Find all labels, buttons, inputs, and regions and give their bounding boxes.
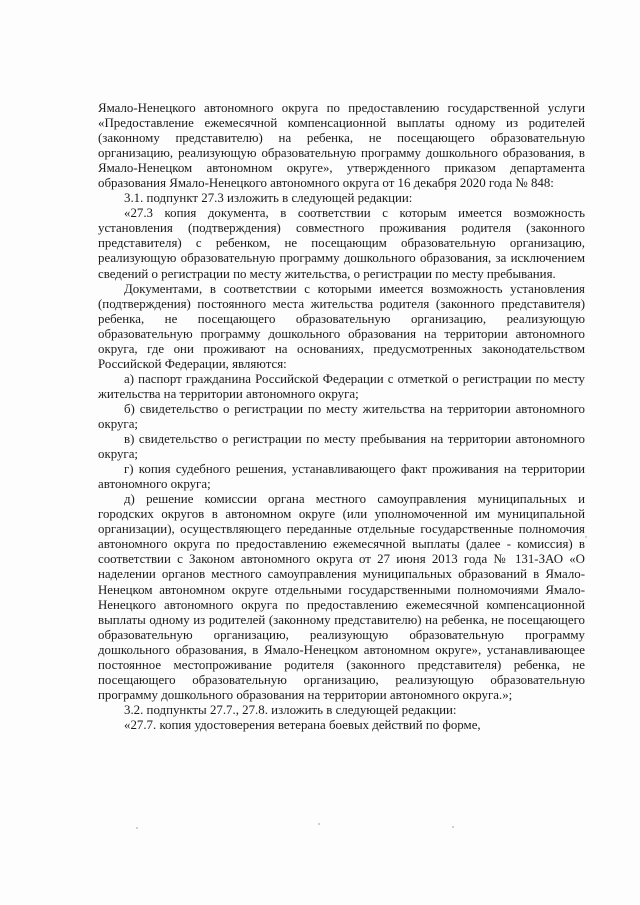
list-item-a: а) паспорт гражданина Российской Федерации с отметкой о регистрации по месту жительства на территории автономного округа; bbox=[98, 371, 585, 401]
paragraph-item-3-1: 3.1. подпункт 27.3 изложить в следующей редакции: bbox=[124, 191, 413, 206]
list-item-v: в) свидетельство о регистрации по месту пребывания на территории автономного округа; bbox=[98, 432, 585, 462]
paragraph-subitem-27-7: «27.7. копия удостоверения ветерана боевых действий по форме, bbox=[124, 717, 481, 732]
list-item-g: г) копия судебного решения, устанавливающего факт проживания на территории автономного округа; bbox=[98, 462, 585, 492]
list-item-b: б) свидетельство о регистрации по месту жительства на территории автономного округа; bbox=[98, 401, 585, 431]
scan-speck bbox=[452, 826, 454, 828]
paragraph-documents-list-intro: Документами, в соответствии с которыми имеется возможность установления (подтверждения) постоянного места жительства родителя (законного представителя) ребенка, не посещающего образовательную организацию, реализующую образовательную программу дошкольного образования на территории автономного округа, где они проживают на основаниях, предусмотренных законодательством Российской Федерации, являются: bbox=[98, 281, 585, 371]
scan-speck bbox=[136, 827, 138, 829]
scan-speck bbox=[318, 823, 320, 825]
paragraph-regulation-title-continuation: Ямало-Ненецкого автономного округа по предоставлению государственной услуги «Предоставление ежемесячной компенсационной выплаты одному из родителей (законному представителю) на ребенка, не посещающего образовательную организацию, реализующую образовательную программу дошкольного образования, в Ямало-Ненецком автономном округе», утвержденного приказом департамента образования Ямало-Ненецкого автономного округа от 16 декабря 2020 года № 848: bbox=[98, 101, 585, 191]
paragraph-item-3-2: 3.2. подпункты 27.7., 27.8. изложить в следующей редакции: bbox=[124, 702, 457, 717]
document-body bbox=[98, 101, 585, 733]
paragraph-subitem-27-3: «27.3 копия документа, в соответствии с которым имеется возможность установления (подтверждения) совместного проживания родителя (законного представителя) с ребенком, не посещающим образовательную организацию, реализующую образовательную программу дошкольного образования, за исключением сведений о регистрации по месту жительства, о регистрации по месту пребывания. bbox=[98, 206, 585, 281]
scan-speck bbox=[585, 536, 587, 538]
list-item-d: д) решение комиссии органа местного самоуправления муниципальных и городских округов в автономном округе (или уполномоченной им муниципальной организации), осуществляющего переданные отдельные государственные полномочия автономного округа по предоставлению ежемесячной выплаты (далее - комиссия) в соответствии с Законом автономного округа от 27 июня 2013 года № 131-ЗАО «О наделении органов местного самоуправления муниципальных образований в Ямало-Ненецком автономном округе отдельными государственными полномочиями Ямало-Ненецкого автономного округа по предоставлению ежемесячной компенсационной выплаты одному из родителей (законному представителю) на ребенка, не посещающего образовательную организацию, реализующую образовательную программу дошкольного образования, в Ямало-Ненецком автономном округе», устанавливающее постоянное местопроживание родителя (законного представителя) ребенка, не посещающего образовательную организацию, реализующую образовательную программу дошкольного образования на территории автономного округа.»; bbox=[98, 492, 585, 702]
